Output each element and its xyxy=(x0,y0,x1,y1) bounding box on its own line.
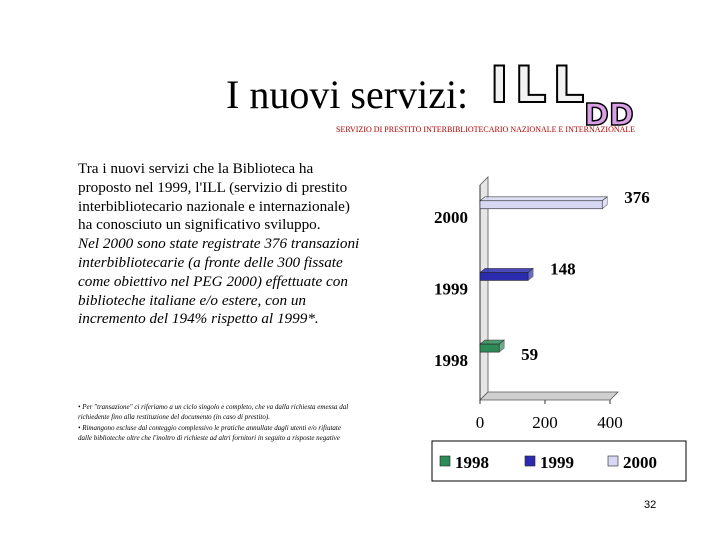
data-label-1999: 148 xyxy=(550,259,576,279)
slide-title: I nuovi servizi: xyxy=(226,72,469,117)
description-text xyxy=(78,160,363,329)
chart-floor xyxy=(480,392,618,400)
footnotes xyxy=(78,402,356,444)
footnote-exclusions: • Rimangono escluse dal conteggio complessivo le pratiche annullate dagli utenti e/o rifiutate dalle biblioteche oltre che l'inoltro di richieste ad altri fornitori in seguito a risposte negative xyxy=(78,423,341,443)
ill-logo xyxy=(490,55,640,133)
legend-swatch-2000 xyxy=(608,456,618,466)
ill-transactions-chart xyxy=(410,160,700,500)
legend-label-1999: 1999 xyxy=(540,453,574,472)
legend-swatch-1999 xyxy=(525,456,535,466)
logo-dd-badge: DD xyxy=(584,98,634,133)
statistics-paragraph: Nel 2000 sono state registrate 376 transazioni interbibliotecarie (a fronte delle 300 fissate come obiettivo nel PEG 2000) effettuate con biblioteche italiane e/o estere, con un incremento del 194% rispetto al 1999*. xyxy=(78,235,360,328)
data-label-1998: 59 xyxy=(521,345,539,365)
bar-1999 xyxy=(480,272,528,280)
legend-label-2000: 2000 xyxy=(623,453,657,472)
x-tick-label: 200 xyxy=(532,413,558,432)
data-label-2000: 376 xyxy=(624,187,650,207)
legend-swatch-1998 xyxy=(440,456,450,466)
description-paragraph: Tra i nuovi servizi che la Biblioteca ha proposto nel 1999, l'ILL (servizio di prestito interbibliotecario nazionale e internazionale) ha conosciuto un significativo sviluppo. xyxy=(78,160,350,234)
bar-top-face xyxy=(480,197,607,201)
x-tick-label: 0 xyxy=(475,413,485,432)
x-tick-label: 400 xyxy=(597,413,623,432)
chart-side-wall xyxy=(480,177,488,400)
bar-chart-svg xyxy=(410,160,700,500)
page-number: 32 xyxy=(644,499,657,511)
service-subtitle: SERVIZIO DI PRESTITO INTERBIBLIOTECARIO NAZIONALE E INTERNAZIONALE xyxy=(336,125,636,134)
bar-2000 xyxy=(480,201,602,209)
legend-label-1998: 1998 xyxy=(455,453,489,472)
bar-1998 xyxy=(480,344,499,352)
category-label-2000: 2000 xyxy=(434,207,468,227)
footnote-transaction: • Per "transazione" ci riferiamo a un ciclo singolo e completo, che va dalla richiesta emessa dal richiedente fino alla restituzione del documento (in caso di prestito). xyxy=(78,403,349,422)
category-label-1998: 1998 xyxy=(434,351,468,371)
logo-ill-text: ILL xyxy=(490,56,591,114)
bar-top-face xyxy=(480,268,533,272)
category-label-1999: 1999 xyxy=(434,279,468,299)
